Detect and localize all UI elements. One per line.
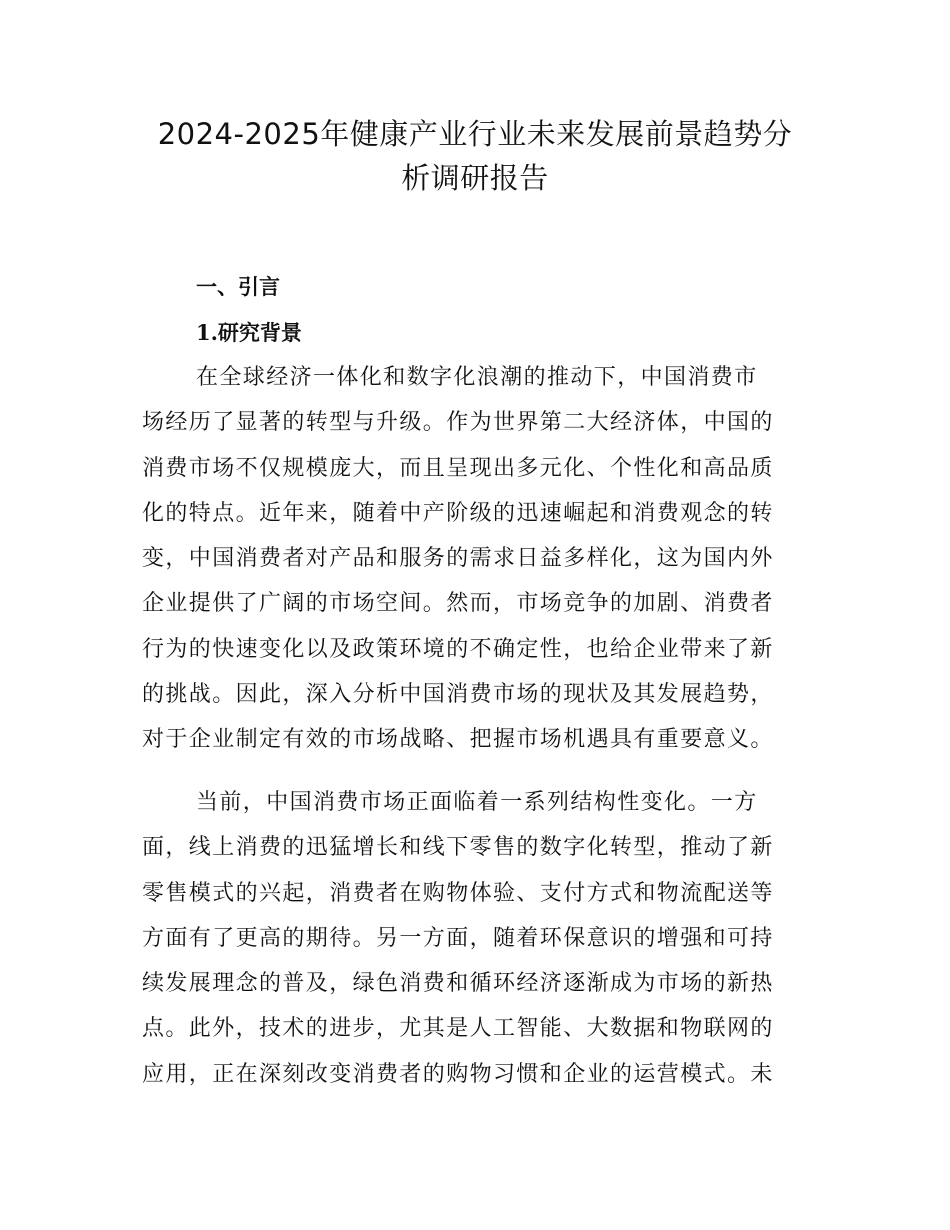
text-line: 面，线上消费的迅猛增长和线下零售的数字化转型，推动了新 bbox=[142, 835, 774, 861]
text-line: 当前，中国消费市场正面临着一系列结构性变化。一方 bbox=[196, 790, 758, 815]
text-line: 对于企业制定有效的市场战略、把握市场机遇具有重要意义。 bbox=[142, 727, 774, 753]
text-line: 化的特点。近年来，随着中产阶级的迅速崛起和消费观念的转 bbox=[142, 500, 774, 526]
section-heading: 一、引言 bbox=[196, 274, 280, 299]
text-line: 企业提供了广阔的市场空间。然而，市场竞争的加剧、消费者 bbox=[142, 591, 774, 617]
text-line: 行为的快速变化以及政策环境的不确定性，也给企业带来了新 bbox=[142, 636, 774, 662]
text-line: 应用，正在深刻改变消费者的购物习惯和企业的运营模式。未 bbox=[142, 1061, 774, 1087]
text-line: 场经历了显著的转型与升级。作为世界第二大经济体，中国的 bbox=[142, 410, 774, 436]
title-line: 2024-2025年健康产业行业未来发展前景趋势分 bbox=[157, 117, 793, 151]
document-title bbox=[100, 112, 850, 200]
subsection-heading: 1.研究背景 bbox=[196, 320, 302, 345]
text-line: 的挑战。因此，深入分析中国消费市场的现状及其发展趋势， bbox=[142, 682, 774, 708]
text-line: 续发展理念的普及，绿色消费和循环经济逐渐成为市场的新热 bbox=[142, 971, 774, 997]
text-line: 零售模式的兴起，消费者在购物体验、支付方式和物流配送等 bbox=[142, 880, 774, 906]
text-line: 变，中国消费者对产品和服务的需求日益多样化，这为国内外 bbox=[142, 546, 774, 572]
paragraph-research-background-2 bbox=[142, 780, 812, 1097]
title-line: 析调研报告 bbox=[401, 161, 549, 195]
text-line: 消费市场不仅规模庞大，而且呈现出多元化、个性化和高品质 bbox=[142, 455, 774, 481]
text-line: 在全球经济一体化和数字化浪潮的推动下，中国消费市 bbox=[196, 365, 758, 390]
text-line: 点。此外，技术的进步，尤其是人工智能、大数据和物联网的 bbox=[142, 1016, 774, 1042]
text-line: 方面有了更高的期待。另一方面，随着环保意识的增强和可持 bbox=[142, 925, 774, 951]
paragraph-research-background-1 bbox=[142, 355, 812, 763]
